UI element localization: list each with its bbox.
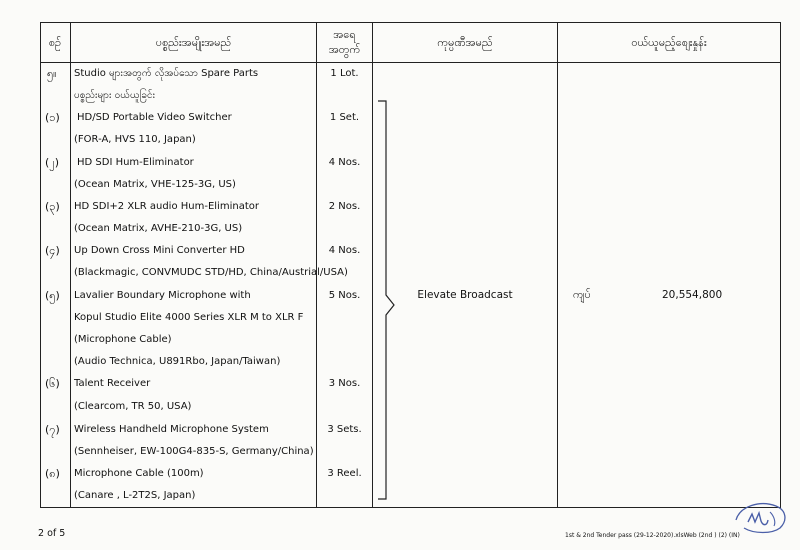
header-divider: [40, 62, 781, 63]
table-border-left: [40, 22, 41, 508]
section-title-line2: ပစ္စည်းများ ဝယ်ယူခြင်း: [74, 90, 156, 101]
item-name: Microphone Cable (100m): [74, 468, 204, 479]
header-qty-line2: အတွက်: [328, 43, 361, 56]
item-number: (၆): [45, 377, 60, 390]
item-number: (၂): [45, 156, 59, 169]
table-border-right: [780, 22, 781, 508]
item-detail: (Sennheiser, EW-100G4-835-S, Germany/China): [74, 446, 314, 457]
item-number: (၄): [45, 244, 60, 257]
item-qty: 1 Set.: [329, 112, 360, 123]
item-name: Up Down Cross Mini Converter HD: [74, 245, 245, 256]
price-currency: ကျပ်: [573, 289, 591, 301]
item-detail: Kopul Studio Elite 4000 Series XLR M to XLR F: [74, 312, 304, 323]
item-detail: (Blackmagic, CONVMUDC STD/HD, China/Austrial/USA): [74, 267, 348, 278]
page-number: 2 of 5: [38, 528, 66, 539]
col-divider-3: [372, 22, 373, 508]
company-name: Elevate Broadcast: [417, 289, 513, 301]
item-detail: (FOR-A, HVS 110, Japan): [74, 134, 196, 145]
item-qty: 3 Nos.: [328, 378, 361, 389]
item-number: (၈): [45, 467, 60, 480]
item-number: (၃): [45, 200, 60, 213]
price-amount: 20,554,800: [662, 289, 723, 301]
header-no: စဉ်: [48, 36, 62, 49]
col-divider-4: [557, 22, 558, 508]
item-detail: (Ocean Matrix, AVHE-210-3G, US): [74, 223, 243, 234]
item-number: (၁): [45, 111, 60, 124]
signature-icon: [730, 498, 790, 536]
item-qty: 4 Nos.: [328, 245, 361, 256]
file-name: 1st & 2nd Tender pass (29-12-2020).xlsWeb (2nd ) (2) (IN): [565, 532, 740, 539]
item-detail: (Ocean Matrix, VHE-125-3G, US): [74, 179, 236, 190]
table-border-bottom: [40, 507, 781, 508]
item-name: HD/SD Portable Video Switcher: [77, 112, 232, 123]
col-divider-1: [70, 22, 71, 508]
item-number: (၇): [45, 423, 60, 436]
item-qty: 3 Sets.: [327, 424, 362, 435]
item-name: Wireless Handheld Microphone System: [74, 424, 269, 435]
header-price: ဝယ်ယူမည့်စျေးနှုန်း: [631, 36, 707, 49]
header-company: ကုမ္ပဏီအမည်: [437, 36, 493, 49]
item-detail: (Canare , L-2T2S, Japan): [74, 490, 196, 501]
table-border-top: [40, 22, 781, 23]
header-item-name: ပစ္စည်းအမျိုးအမည်: [155, 36, 232, 49]
section-qty: 1 Lot.: [330, 68, 359, 79]
item-qty: 3 Reel.: [327, 468, 362, 479]
item-detail-line2: (Microphone Cable): [74, 334, 172, 345]
item-qty: 5 Nos.: [328, 290, 361, 301]
item-name: Lavalier Boundary Microphone with: [74, 290, 251, 301]
item-qty: 4 Nos.: [328, 157, 361, 168]
item-name: HD SDI+2 XLR audio Hum-Eliminator: [74, 201, 259, 212]
section-title-line1: Studio များအတွက် လိုအပ်သော Spare Parts: [74, 68, 259, 79]
item-number: (၅): [45, 289, 60, 302]
item-name: Talent Receiver: [74, 378, 151, 389]
header-qty-line1: အရေ: [333, 28, 356, 41]
section-number: ၅။: [47, 67, 57, 80]
item-detail-line3: (Audio Technica, U891Rbo, Japan/Taiwan): [74, 356, 281, 367]
item-name: HD SDI Hum-Eliminator: [77, 157, 194, 168]
item-qty: 2 Nos.: [328, 201, 361, 212]
item-detail: (Clearcom, TR 50, USA): [74, 401, 192, 412]
